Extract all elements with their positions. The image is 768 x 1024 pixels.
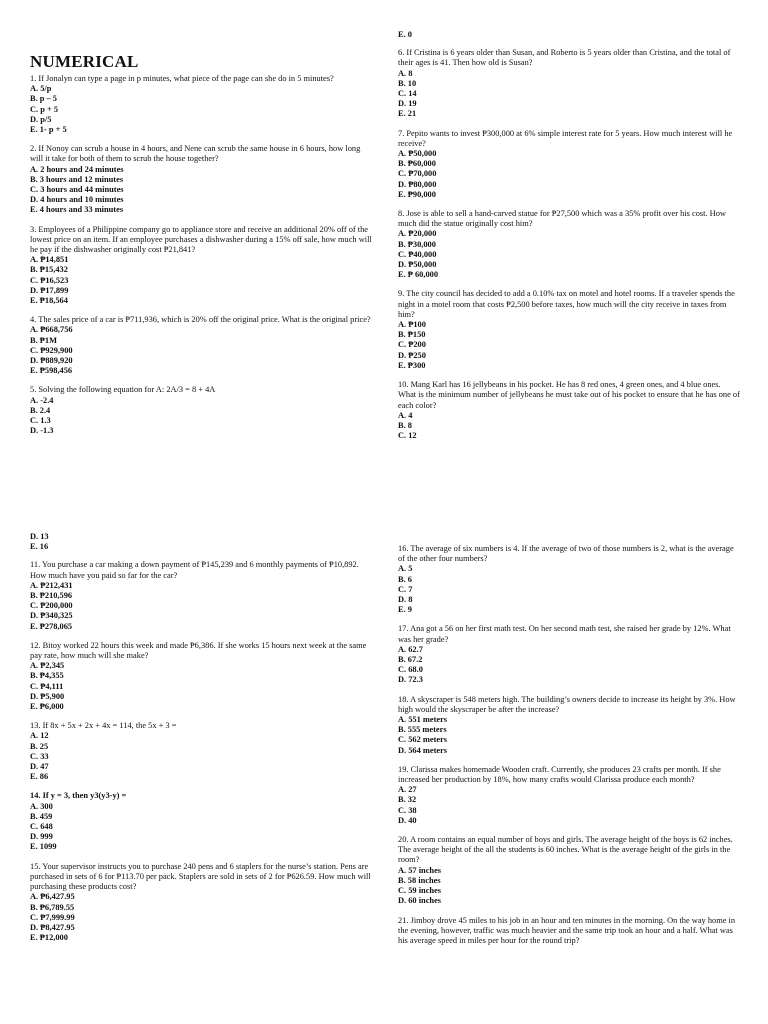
answer-option: E. 9 [398,605,412,615]
answer-option: B. 25 [30,741,49,751]
answer-option: C. 7 [398,584,413,594]
question-block [30,641,372,712]
answer-option: C. 59 inches [398,886,442,896]
answer-option: B. 3 hours and 12 minutes [30,174,124,184]
answer-option: D. ₱889,920 [30,356,73,366]
answer-option: A. -2.4 [30,395,54,405]
answer-option: C. 14 [398,89,417,99]
answer-option: A. ₱100 [398,320,426,330]
answer-option: B. 58 inches [398,875,441,885]
question-block [398,695,740,756]
answer-option: A. ₱50,000 [398,149,437,159]
question-block [398,129,740,200]
question-text: 13. If 8x + 5x + 2x + 4x = 114, the 5x + 3 = [30,721,177,731]
answer-option: A. 27 [398,785,417,795]
answer-option: C. 1.3 [30,416,51,426]
answer-option: B. 8 [398,420,412,430]
answer-option: B. 6 [398,574,412,584]
answer-option: D. p/5 [30,114,52,124]
question-text: 16. The average of six numbers is 4. If the average of two of those numbers is 2, what is the average of the other four numbers? [398,544,734,564]
question-list [30,560,372,943]
answer-option: A. ₱20,000 [398,229,437,239]
answer-option: A. 57 inches [398,865,442,875]
question-text: 12. Bitoy worked 22 hours this week and made ₱6,386. If she works 15 hours next week at the same pay rate, how much will she make? [30,640,367,661]
answer-option: A. 8 [398,68,413,78]
answer-option: C. 33 [30,751,49,761]
answer-option: C. p + 5 [30,104,59,114]
question-text: 3. Employees of a Philippine company go to appliance store and receive an additional 20% off of the lowest price on an item. If an employee purchases a dishwasher during a 15% off sale, how much will he pay if the dishwasher originally cost ₱21,841? [30,224,372,255]
question-block [30,225,372,307]
answer-option: A. 2 hours and 24 minutes [30,164,124,174]
question-block [398,48,740,119]
answer-option: B. 459 [30,811,53,821]
answer-option: D. ₱340,325 [30,611,73,621]
answer-option: D. ₱250 [398,350,426,360]
answer-option: D. 40 [398,815,417,825]
answer-option: D. 60 inches [398,896,442,906]
answer-option: E. ₱ 60,000 [398,270,439,280]
answer-option: B. 10 [398,78,417,88]
question-block [30,862,372,944]
question-text: 6. If Cristina is 6 years older than Susan, and Roberto is 5 years older than Cristina, and the total of their ages is 41. Then how old is Susan? [398,48,731,68]
answer-option: E. 21 [398,109,417,119]
question-text: 15. Your supervisor instructs you to purchase 240 pens and 6 staplers for the nurse’s station. Pens are purchased in sets of 6 for ₱113.70 per pack. Staplers are sold in sets of 2 for ₱626.59. How much will purchasing these products cost? [30,861,371,892]
answer-option: D. 4 hours and 10 minutes [30,195,124,205]
question-text: 17. Ana got a 56 on her first math test. On her second math test, she raised her grade by 12%. What was her grade? [398,624,731,644]
question-block [398,624,740,685]
answer-option: D. ₱5,900 [30,691,65,701]
question-block [30,315,372,376]
answer-option: C. ₱200,000 [30,601,73,611]
answer-option: A. 5/p [30,84,52,94]
answer-option: B. p – 5 [30,94,57,104]
answer-option: B. ₱150 [398,330,426,340]
answer-option: E. ₱598,456 [30,366,73,376]
question-block [30,74,372,135]
answer-option: B. ₱210,596 [30,591,73,601]
question-block [30,385,372,436]
answer-option: E. 1099 [30,842,57,852]
bottom-right-column [398,544,740,955]
answer-option: D. 999 [30,832,53,842]
answer-option: E. 4 hours and 33 minutes [30,205,124,215]
question-text: 8. Jose is able to sell a hand-carved statue for ₱27,500 which was a 35% profit over his cost. How much did the statue originally cost him? [398,209,726,229]
answer-option: A. ₱668,756 [30,325,73,335]
top-right-column [398,30,740,450]
question-text: 1. If Jonalyn can type a page in p minutes, what piece of the page can she do in 5 minutes? [30,74,334,83]
top-left-column [30,52,372,446]
answer-option: A. 62.7 [398,644,423,654]
answer-option: C. 3 hours and 44 minutes [30,185,124,195]
answer-option: E. ₱18,564 [30,296,68,306]
answer-option: D. 13 [30,532,49,541]
question-list [398,48,740,441]
question-text: 9. The city council has decided to add a 0.10% tax on motel and hotel rooms. If a traveler spends the night in a motel room that costs ₱2,500 before taxes, how much will the city receive in taxes from him? [398,289,735,319]
question-text: 10. Mang Karl has 16 jellybeans in his pocket. He has 8 red ones, 4 green ones, and 4 blue ones. What is the minimum number of jellybeans he must take out of his pocket to ensure that he has one of each color? [398,380,740,410]
answer-option: D. ₱17,899 [30,285,69,295]
answer-option: A. 551 meters [398,715,448,725]
answer-option: D. 47 [30,762,49,772]
answer-option: C. ₱4,111 [30,681,64,691]
answer-option: C. 562 meters [398,735,448,745]
question-text: 14. If y = 3, then y3(y3-y) = [30,791,127,801]
answer-option: E. 1- p + 5 [30,125,67,135]
answer-option: B. 2.4 [30,405,51,415]
answer-option: E. ₱278,065 [30,621,73,631]
question-block [398,209,740,280]
page-title: NUMERICAL [30,52,139,71]
bottom-left-column [30,532,372,952]
answer-option: E. 86 [30,772,49,782]
question-block [398,544,740,615]
question-text: 21. Jimboy drove 45 miles to his job in an hour and ten minutes in the morning. On the way home in the evening, however, traffic was much heavier and the same trip took an hour and a half. What was his average speed in miles per hour for the round trip? [398,915,736,945]
answer-option: B. 32 [398,795,417,805]
answer-option: A. ₱14,851 [30,255,69,265]
question-text: 19. Clarissa makes homemade Wooden craft. Currently, she produces 23 crafts per month. If she increased her production by 18%, how many crafts would Clarissa produce each month? [398,764,721,785]
answer-option: D. 8 [398,595,413,605]
answer-option: E. ₱6,000 [30,702,64,712]
answer-option: A. 4 [398,410,413,420]
answer-option: D. ₱50,000 [398,260,437,270]
answer-option: C. ₱40,000 [398,249,437,259]
answer-option: C. ₱7,999.99 [30,912,75,922]
answer-option: E. 0 [398,30,412,39]
question-list [30,74,372,437]
answer-option: D. ₱8,427.95 [30,922,75,932]
question-text: 7. Pepito wants to invest ₱300,000 at 6% simple interest rate for 5 years. How much interest will he receive? [398,128,733,148]
question-block [398,916,740,947]
answer-option: D. 19 [398,99,417,109]
answer-option: B. ₱15,432 [30,265,68,275]
answer-option: A. ₱2,345 [30,661,65,671]
answer-option: C. ₱16,523 [30,275,69,285]
answer-option: C. ₱200 [398,340,426,350]
question-block [30,144,372,215]
question-text: 11. You purchase a car making a down payment of ₱145,239 and 6 monthly payments of ₱10,892. How much have you paid so far for the car? [30,560,359,580]
question-text: 4. The sales price of a car is ₱711,936, which is 20% off the original price. What is the original price? [30,315,371,325]
answer-option: B. 555 meters [398,725,447,735]
answer-option: B. 67.2 [398,655,423,665]
answer-option: A. ₱212,431 [30,580,73,590]
question-text: 2. If Nonoy can scrub a house in 4 hours, and Nene can scrub the same house in 6 hours, how long will it take for both of them to scrub the house together? [30,144,361,164]
question-text: 18. A skyscraper is 548 meters high. The building’s owners decide to increase its height by 3%. How high would the skyscraper be after the increase? [398,694,736,714]
answer-option: E. ₱90,000 [398,189,436,199]
answer-option: E. ₱300 [398,360,426,370]
answer-option: C. ₱70,000 [398,169,437,179]
answer-option: D. 72.3 [398,675,423,685]
question-list [398,544,740,946]
answer-option: D. -1.3 [30,426,54,436]
question-block [30,721,372,782]
question-block [398,289,740,371]
answer-option: A. 300 [30,801,53,811]
answer-option: A. 5 [398,564,413,574]
question-block [30,560,372,631]
answer-option: B. ₱30,000 [398,239,436,249]
question-block [398,765,740,826]
answer-option: A. ₱6,427.95 [30,892,75,902]
question-text: 5. Solving the following equation for A: 2A/3 = 8 + 4A [30,385,216,395]
answer-option: A. 12 [30,731,49,741]
question-text: 20. A room contains an equal number of boys and girls. The average height of the boys is 62 inches. The average height of the all the students is 60 inches. What is the average height of the girls in the room? [398,835,733,865]
answer-option: E. 16 [30,542,49,552]
question-block [30,791,372,852]
answer-option: C. 648 [30,822,53,832]
answer-option: B. ₱1M [30,335,57,345]
question-block [398,380,740,441]
answer-option: C. ₱929,900 [30,345,73,355]
answer-option: B. ₱60,000 [398,159,436,169]
answer-option: B. ₱4,355 [30,671,64,681]
answer-option: C. 68.0 [398,665,423,675]
question-block [398,835,740,906]
answer-option: D. 564 meters [398,745,448,755]
answer-option: B. ₱6,789.55 [30,902,75,912]
answer-option: D. ₱80,000 [398,179,437,189]
answer-option: E. ₱12,000 [30,933,68,943]
answer-option: C. 38 [398,805,417,815]
answer-option: C. 12 [398,431,417,441]
